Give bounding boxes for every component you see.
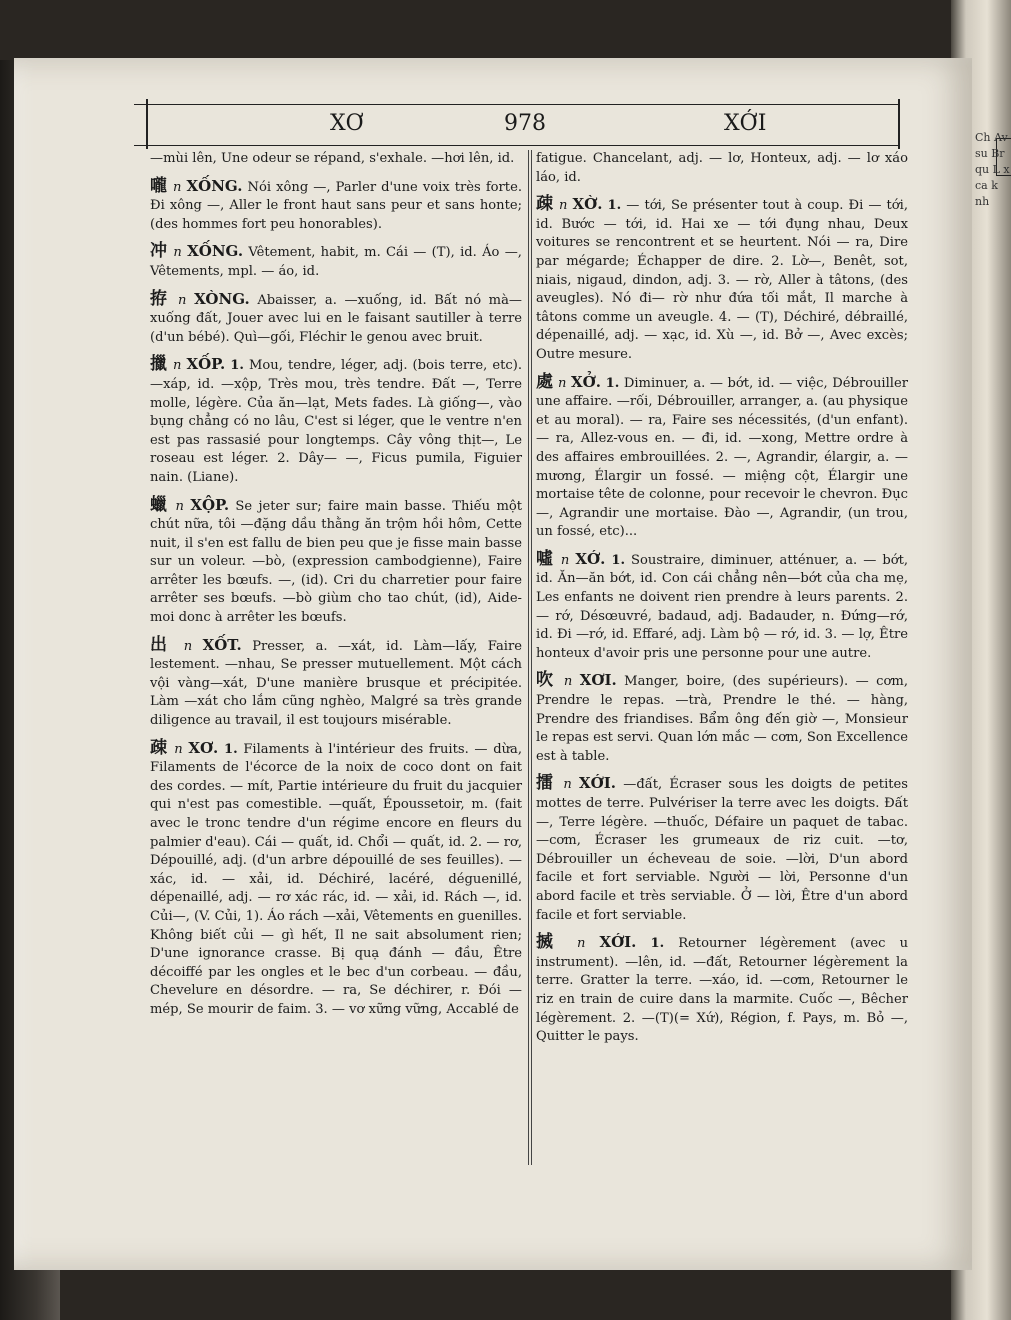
entry-headword: XỚ. [575,549,606,568]
dictionary-entry [536,195,908,364]
entry-definition: Se jeter sur; faire main basse. Thiếu một chút nữa, tôi —đặng dầu thằng ăn trộm hồi hôm, Cette nuit, il s'en est fallu de bien peu que je fisse main basse sur un voleur. —bò, (expression cambodgienne), Faire arrêter les bœufs. —, (id). Cri du charretier pour faire arrêter ses bœufs. —bò giùm cho tao chút, (id), Aide-moi donc à arrêter les bœufs. [150,498,523,626]
entry-definition: Manger, boire, (des supérieurs). — cơm, Prendre le repas. —trà, Prendre le thé. — hàng, Prendre des friandises. Bẩm ông đến giờ —, Monsieur le repas est servi. Quan lớn mắc — cơm, Son Excellence est à table. [536,674,908,764]
entry-chinese-character: 出 [150,634,174,655]
left-entries [150,177,522,1020]
header-right-guideword: XỚI [724,111,767,136]
dictionary-entry [536,550,908,664]
entry-noun-marker: n [563,674,573,690]
entry-headword: XỞ. [571,372,601,391]
entry-chinese-character: 擂 [536,773,557,794]
entry-chinese-character: 嚨 [150,175,168,196]
entry-definition: Abaisser, a. —xuống, id. Bất nó mà—xuống đất, Jouer avec lui en le faisant sautiller à terre (d'un bébé). Quì—gối, Fléchir le genou avec bruit. [150,292,522,345]
right-entries [536,195,908,1047]
entry-headword: XƠ. [188,738,219,757]
entry-chinese-character: 吹 [536,670,557,691]
dictionary-entry [150,496,522,628]
entry-chinese-character: 搣 [536,932,563,953]
dictionary-entry [536,933,908,1047]
entry-noun-marker: n [173,245,182,261]
entry-definition: Soustraire, diminuer, atténuer, a. — bớt, id. Ăn—ăn bớt, id. Con cái chẳng nên—bớt của cha mẹ, Les enfants ne doivent rien prendre à leurs parents. 2. — rớ, Désœuvré, badaud, adj. Badauder, n. Đứng—rớ, id. Đi —rớ, id. Effaré, adj. Làm bộ — rớ, id. 3. — lợ, Être honteux d'avoir pris une personne pour une autre. [536,552,909,661]
entry-chinese-character: 擸 [150,354,168,375]
entry-noun-marker: n [563,777,572,793]
dictionary-entry [536,671,908,766]
entry-definition: Diminuer, a. — bớt, id. — việc, Débrouiller une affaire. —rối, Débrouiller, arranger, a. (au physique et au moral). — ra, Faire ses nécessités, (d'un enfant). — ra, Allez-vous en. — đi, id. —xong, Mettre ordre à des affaires embrouillées. 2. —, Agrandir, élargir, a. — mương, Élargir un fossé. — miệng cột, Élargir une mortaise tête de colonne, pour recevoir le chevron. Đục —, Agrandir une mortaise. Đào —, Agrandir, (un trou, un fossé, etc)... [536,375,908,540]
entry-definition: Vêtement, habit, m. Cái — (T), id. Áo —, Vêtements, mpl. — áo, id. [150,245,522,279]
entry-definition: Nói xông —, Parler d'une voix très forte. Đi xông —, Aller le front haut sans peur et sans honte; (des hommes fort peu honorables). [150,179,522,232]
dictionary-entry [150,177,522,235]
entry-chinese-character: 疎 [536,194,554,215]
entry-noun-marker: n [183,638,193,654]
page-number: 978 [504,111,546,136]
dictionary-entry [536,373,908,542]
entry-chinese-character: 疎 [150,737,169,758]
entry-noun-marker: n [172,358,182,374]
entry-headword: XỚI. [579,774,616,793]
dictionary-entry [536,774,908,925]
entry-headword: XƠI. [579,671,617,690]
continued-entry-text: fatigue. Chancelant, adj. — lơ, Honteux, adj. — lơ xáo láo, id. [536,151,908,185]
header-left-guideword: XƠ [330,111,364,136]
entry-chinese-character: 噓 [536,548,555,569]
dictionary-entry [150,242,522,281]
entry-headword: XỘP. [190,495,230,514]
entry-chinese-character: 處 [536,371,554,392]
entry-headword: XỐT. [202,635,242,654]
right-column [536,150,908,1055]
entry-noun-marker: n [576,936,586,952]
entry-noun-marker: n [560,552,570,568]
entry-noun-marker: n [559,198,568,214]
entry-headword: XỐNG. [186,176,243,195]
continued-entry-text: —mùi lên, Une odeur se répand, s'exhale. —hơi lên, id. [150,151,515,166]
entry-noun-marker: n [173,179,182,195]
entry-headword: XỜ. [572,195,603,214]
entry-definition: Filaments à l'intérieur des fruits. — dừa, Filaments de l'écorce de la noix de coco dont on fait des cordes. — mít, Partie intérieure du fruit du jacquier qui n'est pas comestible. —quất, Époussetoir, m. (fait avec le tronc tendre d'un régime encore en fleurs du palmier d'eau). Cái — quất, id. Chổi — quất, id. 2. — rơ, Dépouillé, adj. (d'un arbre dépouillé de ses feuilles). — xác, id. — xải, id. Déchiré, lacéré, déguenillé, dépenaillé, adj. — rơ xác rác, id. — xải, id. Rách —, id. Củi—, (V. Củi, 1). Áo rách —xải, Vêtements en guenilles. Không biết củi — gì hết, Il ne sait absolument rien; D'une ignorance crasse. Bị quạ đánh — đầu, Être décoiffé par les ongles et le bec d'un corbeau. — đầu, Chevelure en désordre. — ra, Se déchirer, r. Đói — mép, Se mourir de faim. 3. — vơ xững vững, Accablé de [150,741,522,1017]
column-divider [528,150,532,1165]
dictionary-entry [150,355,522,487]
entry-headword: XỐNG. [187,242,244,261]
entry-sense-number: 1. [611,552,625,568]
entry-headword: XỚI. [599,933,637,952]
dictionary-entry [150,739,522,1020]
entry-definition: —đất, Écraser sous les doigts de petites mottes de terre. Pulvériser la terre avec les doigts. Đất —, Terre légère. —thuốc, Défaire un paquet de tabac. —cơm, Écraser les grumeaux de riz cuit. —tơ, Débrouiller un écheveau de soie. —lời, D'un abord facile et fort serviable. Người — lời, Personne d'un abord facile et très serviable. Ở — lời, Être d'un abord facile et fort serviable. [536,777,908,923]
running-header [134,104,900,146]
entry-definition: Retourner légèrement (avec u instrument). —lên, id. —đất, Retourner légèrement la terre. Gratter la terre. —xáo, id. —cơm, Retourner le riz en train de cuire dans la marmite. Cuốc —, Bêcher légèrement. 2. —(T)(= Xứ), Région, f. Pays, m. Bỏ —, Quitter le pays. [536,936,909,1045]
entry-definition: Mou, tendre, léger, adj. (bois terre, etc). —xáp, id. —xộp, Très mou, très tendre. Đất —, Terre molle, légère. Của ăn—lạt, Mets fades. Là giống—, vào bụng chẳng có no lâu, C'est si léger, que le ventre n'en est pas rassasié pour longtemps. Cây vông thịt—, Le roseau est léger. 2. Dây— —, Ficus pumila, Figuier nain. (Liane). [150,358,522,485]
dictionary-entry [150,636,522,731]
entry-headword: XÒNG. [194,289,250,308]
left-column [150,150,522,1028]
dictionary-entry [150,290,522,348]
entry-chinese-character: 拵 [150,288,171,309]
entry-sense-number: 1. [605,375,620,391]
entry-noun-marker: n [174,741,183,757]
entry-noun-marker: n [175,498,184,514]
next-page-sliver-text: Ch Av su Br qu L x ca k nh [975,131,1010,208]
entry-sense-number: 1. [607,198,622,214]
entry-headword: XỐP. [186,355,226,374]
entry-noun-marker: n [178,292,187,308]
entry-sense-number: 1. [650,936,665,952]
entry-sense-number: 1. [223,741,238,757]
entry-chinese-character: 冲 [150,241,169,262]
entry-sense-number: 1. [230,358,244,374]
entry-noun-marker: n [558,375,567,391]
entry-chinese-character: 蠟 [150,494,170,515]
entry-definition: Presser, a. —xát, id. Làm—lấy, Faire lestement. —nhau, Se presser mutuellement. Một cách vội vàng—xát, D'une manière brusque et précipitée. Làm —xát cho lắm cũng nghèo, Malgré sa très grande diligence au travail, il est toujours misérable. [150,638,522,729]
entry-definition: — tới, Se présenter tout à coup. Đi — tới, id. Bước — tới, id. Hai xe — tới đụng nhau, Deux voitures se rencontrent et se heurtent. Nói — ra, Dire par mégarde; Échapper de dire. 2. Lờ—, Benêt, sot, niais, nigaud, dindon, adj. 3. — rờ, Aller à tâtons, (des aveugles). Nó đi— rờ như đứa tối mắt, Il marche à tâtons comme un aveugle. 4. — (T), Déchiré, débraillé, dépenaillé, adj. — xạc, id. Xù —, id. Bở —, Avec excès; Outre mesure. [536,198,908,362]
